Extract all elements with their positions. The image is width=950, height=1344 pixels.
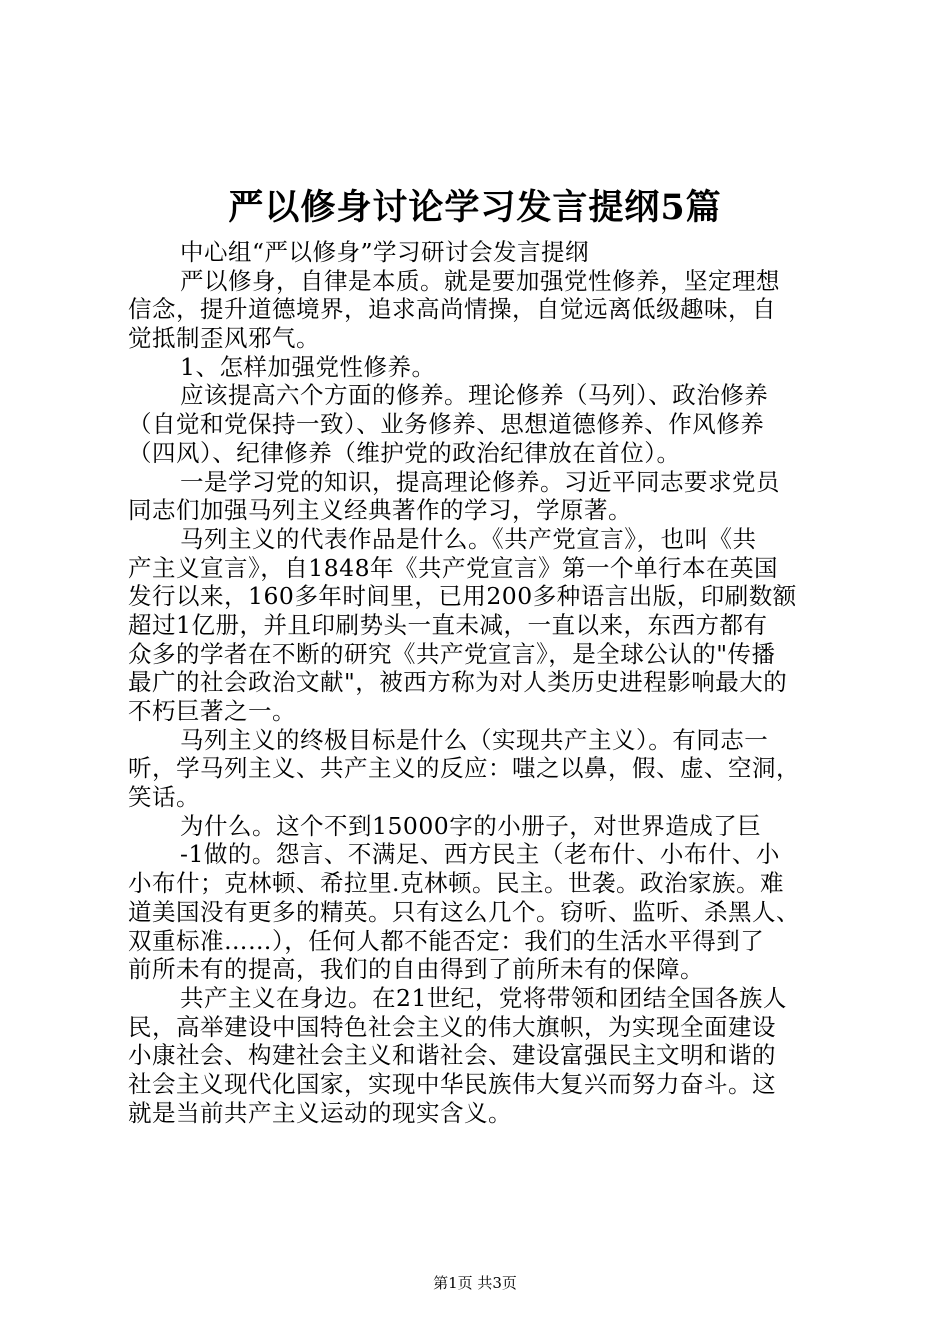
body-line: 共产主义在身边。在21世纪，党将带领和团结全国各族人 <box>180 983 787 1012</box>
body-line: -1做的。怨言、不满足、西方民主（老布什、小布什、小 <box>180 840 780 869</box>
document-title: 严以修身讨论学习发言提纲5篇 <box>228 187 722 228</box>
body-line: 听，学马列主义、共产主义的反应：嗤之以鼻，假、虚、空洞， <box>128 754 800 783</box>
body-line: 道美国没有更多的精英。只有这么几个。窃听、监听、杀黑人、 <box>128 897 800 926</box>
body-line: 不朽巨著之一。 <box>128 697 296 725</box>
body-line: 觉抵制歪风邪气。 <box>128 324 320 353</box>
body-line: 民，高举建设中国特色社会主义的伟大旗帜，为实现全面建设 <box>128 1012 776 1041</box>
body-line: （四风）、纪律修养（维护党的政治纪律放在首位）。 <box>128 438 681 467</box>
body-line: （自觉和党保持一致）、业务修养、思想道德修养、作风修养 <box>128 410 765 439</box>
body-line: 信念，提升道德境界，追求高尚情操，自觉远离低级趣味，自 <box>128 295 776 324</box>
page-footer: 第1页 共3页 <box>433 1274 517 1292</box>
body-line: 为什么。这个不到15000字的小册子，对世界造成了巨 <box>180 811 762 840</box>
body-line: 马列主义的终极目标是什么（实现共产主义）。有同志一 <box>180 725 769 754</box>
body-line: 就是当前共产主义运动的现实含义。 <box>128 1098 512 1127</box>
body-line: 笑话。 <box>128 783 200 812</box>
body-line: 1、怎样加强党性修养。 <box>180 352 436 381</box>
body-line: 产主义宣言》，自1848年《共产党宣言》第一个单行本在英国 <box>128 553 779 582</box>
body-line: 超过1亿册，并且印刷势头一直未减，一直以来，东西方都有 <box>128 610 768 639</box>
body-line: 小康社会、构建社会主义和谐社会、建设富强民主文明和谐的 <box>128 1041 776 1070</box>
body-line: 应该提高六个方面的修养。理论修养（马列）、政治修养 <box>180 381 769 410</box>
body-line: 前所未有的提高，我们的自由得到了前所未有的保障。 <box>128 955 704 984</box>
body-line: 社会主义现代化国家，实现中华民族伟大复兴而努力奋斗。这 <box>128 1069 776 1098</box>
body-line: 严以修身，自律是本质。就是要加强党性修养，坚定理想 <box>180 266 780 295</box>
body-line: 小布什；克林顿、希拉里.克林顿。民主。世袭。政治家族。难 <box>128 869 784 898</box>
document-body <box>128 238 828 1127</box>
body-line: 一是学习党的知识，提高理论修养。习近平同志要求党员 <box>180 467 780 496</box>
body-line: 同志们加强马列主义经典著作的学习，学原著。 <box>128 496 632 525</box>
body-line: 最广的社会政治文献"，被西方称为对人类历史进程影响最大的 <box>128 668 788 697</box>
body-line: 众多的学者在不断的研究《共产党宣言》，是全球公认的"传播 <box>128 639 776 668</box>
body-line: 马列主义的代表作品是什么。《共产党宣言》，也叫《共 <box>180 524 757 553</box>
body-line: 发行以来，160多年时间里，已用200多种语言出版，印刷数额 <box>128 582 797 611</box>
body-line: 双重标准……），任何人都不能否定：我们的生活水平得到了 <box>128 926 765 955</box>
body-line: 中心组“严以修身”学习研讨会发言提纲 <box>180 238 590 266</box>
